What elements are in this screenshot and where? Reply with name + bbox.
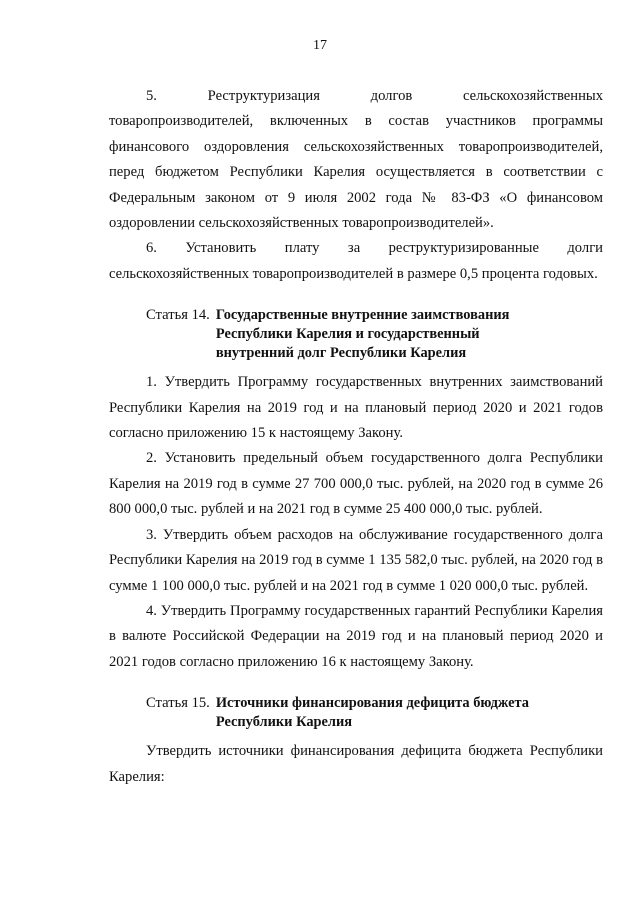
article-14-paragraph-1: 1. Утвердить Программу государственных внутренних заимствований Республики Карелия на 2019 год и на плановый период 2020 и 2021 годов согласно приложению 15 к настоящему Закону. <box>109 374 603 442</box>
article-15-title: Источники финансирования дефицита бюджета Республики Карелия <box>215 695 529 731</box>
article-14-paragraph-4: 4. Утвердить Программу государственных гарантий Республики Карелия в валюте Российской Федерации на 2019 год и на плановый период 2020 и 2021 годов согласно приложению 16 к настоящему Закону. <box>109 602 603 670</box>
document-body <box>109 84 603 790</box>
article-14-label: Статья 14. <box>146 307 210 324</box>
article-15-paragraph-1: Утвердить источники финансирования дефицита бюджета Республики Карелия: <box>109 743 603 785</box>
article-14-title: Государственные внутренние заимствования Республики Карелия и государственный внутренний долг Республики Карелия <box>215 307 510 362</box>
article-14-paragraph-3: 3. Утвердить объем расходов на обслуживание государственного долга Республики Карелия на 2019 год в сумме 1 135 582,0 тыс. рублей, на 2020 год в сумме 1 100 000,0 тыс. рублей и на 2021 год в сумме 1 020 000,0 тыс. рублей. <box>109 526 603 594</box>
paragraph-6: 6. Установить плату за реструктуризированные долги сельскохозяйственных товаропроизводителей в размере 0,5 процента годовых. <box>109 240 603 282</box>
article-15-heading <box>109 694 603 732</box>
page-number: 17 <box>313 38 327 53</box>
article-14-paragraph-2: 2. Установить предельный объем государственного долга Республики Карелия на 2019 год в сумме 27 700 000,0 тыс. рублей, на 2020 год в сумме 26 800 000,0 тыс. рублей и на 2021 год в сумме 25 400 000,0 тыс. рублей. <box>109 450 603 518</box>
paragraph-5: 5. Реструктуризация долгов сельскохозяйственных товаропроизводителей, включенных в состав участников программы финансового оздоровления сельскохозяйственных товаропроизводителей, перед бюджетом Республики Карелия осуществляется в соответствии с Федеральным законом от 9 июля 2002 года № 83-ФЗ «О финансовом оздоровлении сельскохозяйственных товаропроизводителей». <box>109 88 603 232</box>
article-14-heading <box>109 306 603 363</box>
article-15-label: Статья 15. <box>146 695 210 712</box>
